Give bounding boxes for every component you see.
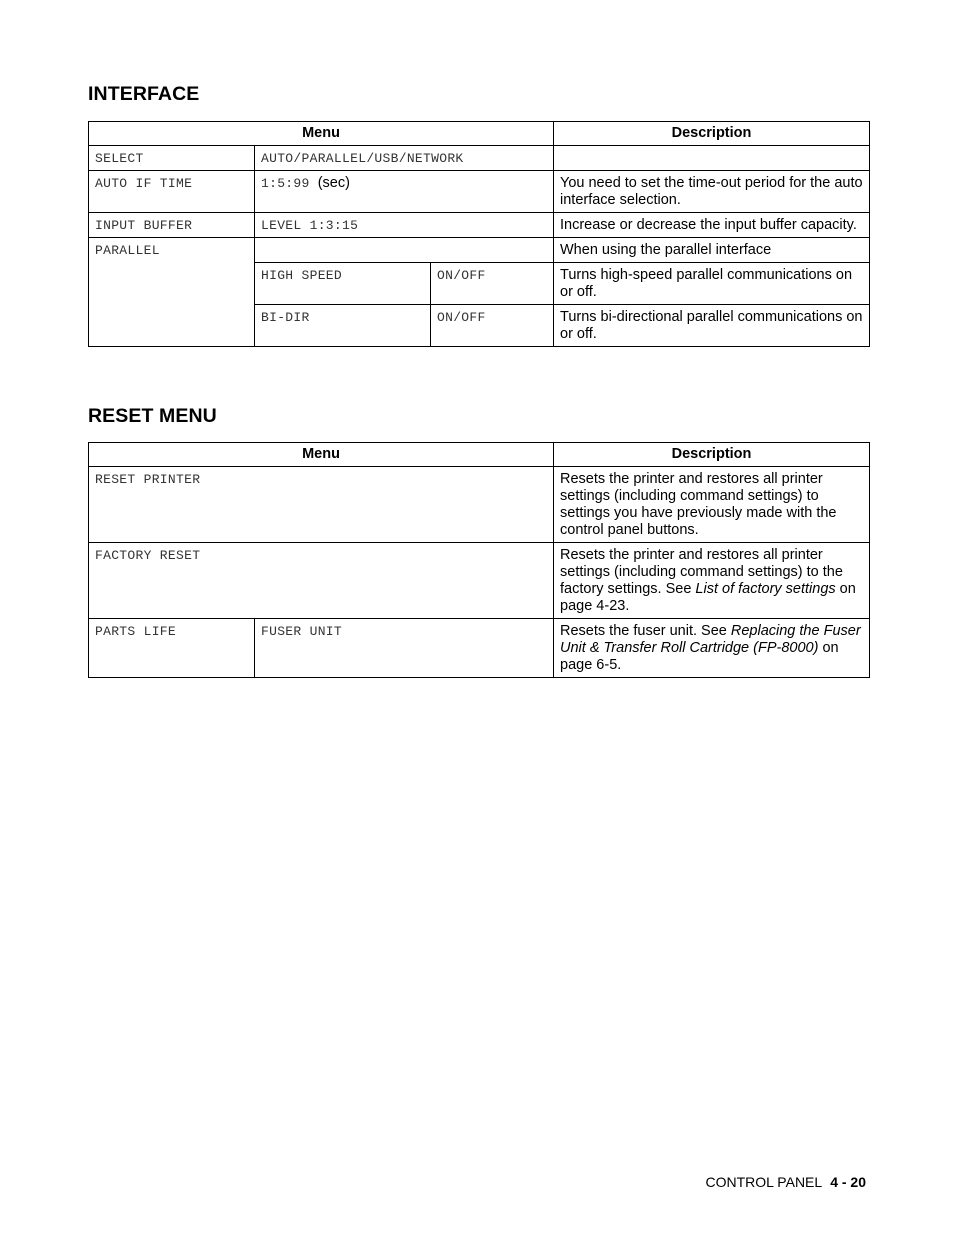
menu-item: INPUT BUFFER — [89, 213, 255, 238]
menu-column-header: Menu — [89, 443, 554, 467]
description-column-header: Description — [554, 122, 870, 146]
table-row-parallel — [89, 238, 870, 263]
menu-item: RESET PRINTER — [89, 467, 554, 543]
description-cell: Turns high-speed parallel communications on or off. — [554, 263, 870, 305]
description-cell: Resets the printer and restores all printer settings (including command settings) to settings you have previously made with the control panel buttons. — [554, 467, 870, 543]
page-footer — [705, 1174, 866, 1190]
description-cell: Increase or decrease the input buffer capacity. — [554, 213, 870, 238]
description-cell: You need to set the time-out period for the auto interface selection. — [554, 171, 870, 213]
sub-menu-item: FUSER UNIT — [255, 619, 554, 678]
menu-item: FACTORY RESET — [89, 543, 554, 619]
menu-value-cell — [255, 171, 554, 213]
description-cell — [554, 619, 870, 678]
cross-reference: List of factory settings — [695, 581, 836, 597]
table-row-select — [89, 146, 870, 171]
description-text: Resets the printer and restores all printer settings (including command settings) to the factory settings. See — [560, 547, 843, 597]
menu-value: AUTO/PARALLEL/USB/NETWORK — [255, 146, 554, 171]
value-unit: (sec) — [317, 175, 350, 191]
sub-menu-item: BI-DIR — [255, 305, 431, 347]
menu-column-header: Menu — [89, 122, 554, 146]
table-header-row — [89, 122, 870, 146]
description-column-header: Description — [554, 443, 870, 467]
description-text: on page 6-5. — [560, 640, 839, 673]
table-row-parts-life — [89, 619, 870, 678]
description-cell: Turns bi-directional parallel communications on or off. — [554, 305, 870, 347]
description-cell — [554, 146, 870, 171]
description-text: Resets the fuser unit. See — [560, 623, 731, 639]
menu-value: LEVEL 1:3:15 — [255, 213, 554, 238]
reset-menu-table — [88, 442, 870, 678]
description-cell: When using the parallel interface — [554, 238, 870, 263]
description-text: on page 4-23. — [560, 581, 856, 614]
section-heading-reset-menu: RESET MENU — [88, 405, 217, 427]
table-row-reset-printer — [89, 467, 870, 543]
table-row-input-buffer — [89, 213, 870, 238]
sub-menu-item: HIGH SPEED — [255, 263, 431, 305]
footer-section: CONTROL PANEL — [705, 1174, 823, 1190]
menu-item: PARTS LIFE — [89, 619, 255, 678]
cross-reference: Replacing the Fuser Unit & Transfer Roll Cartridge (FP-8000) — [560, 623, 861, 656]
menu-value: ON/OFF — [431, 305, 554, 347]
menu-item: SELECT — [89, 146, 255, 171]
empty-cell — [255, 238, 554, 263]
section-heading-interface: INTERFACE — [88, 83, 200, 105]
menu-value: ON/OFF — [431, 263, 554, 305]
menu-item: AUTO IF TIME — [89, 171, 255, 213]
menu-item: PARALLEL — [89, 238, 255, 347]
table-row-auto-if-time — [89, 171, 870, 213]
description-cell — [554, 543, 870, 619]
menu-value: 1:5:99 — [261, 176, 310, 191]
interface-table — [88, 121, 870, 347]
page-number: 4 - 20 — [830, 1174, 866, 1190]
table-row-factory-reset — [89, 543, 870, 619]
table-header-row — [89, 443, 870, 467]
